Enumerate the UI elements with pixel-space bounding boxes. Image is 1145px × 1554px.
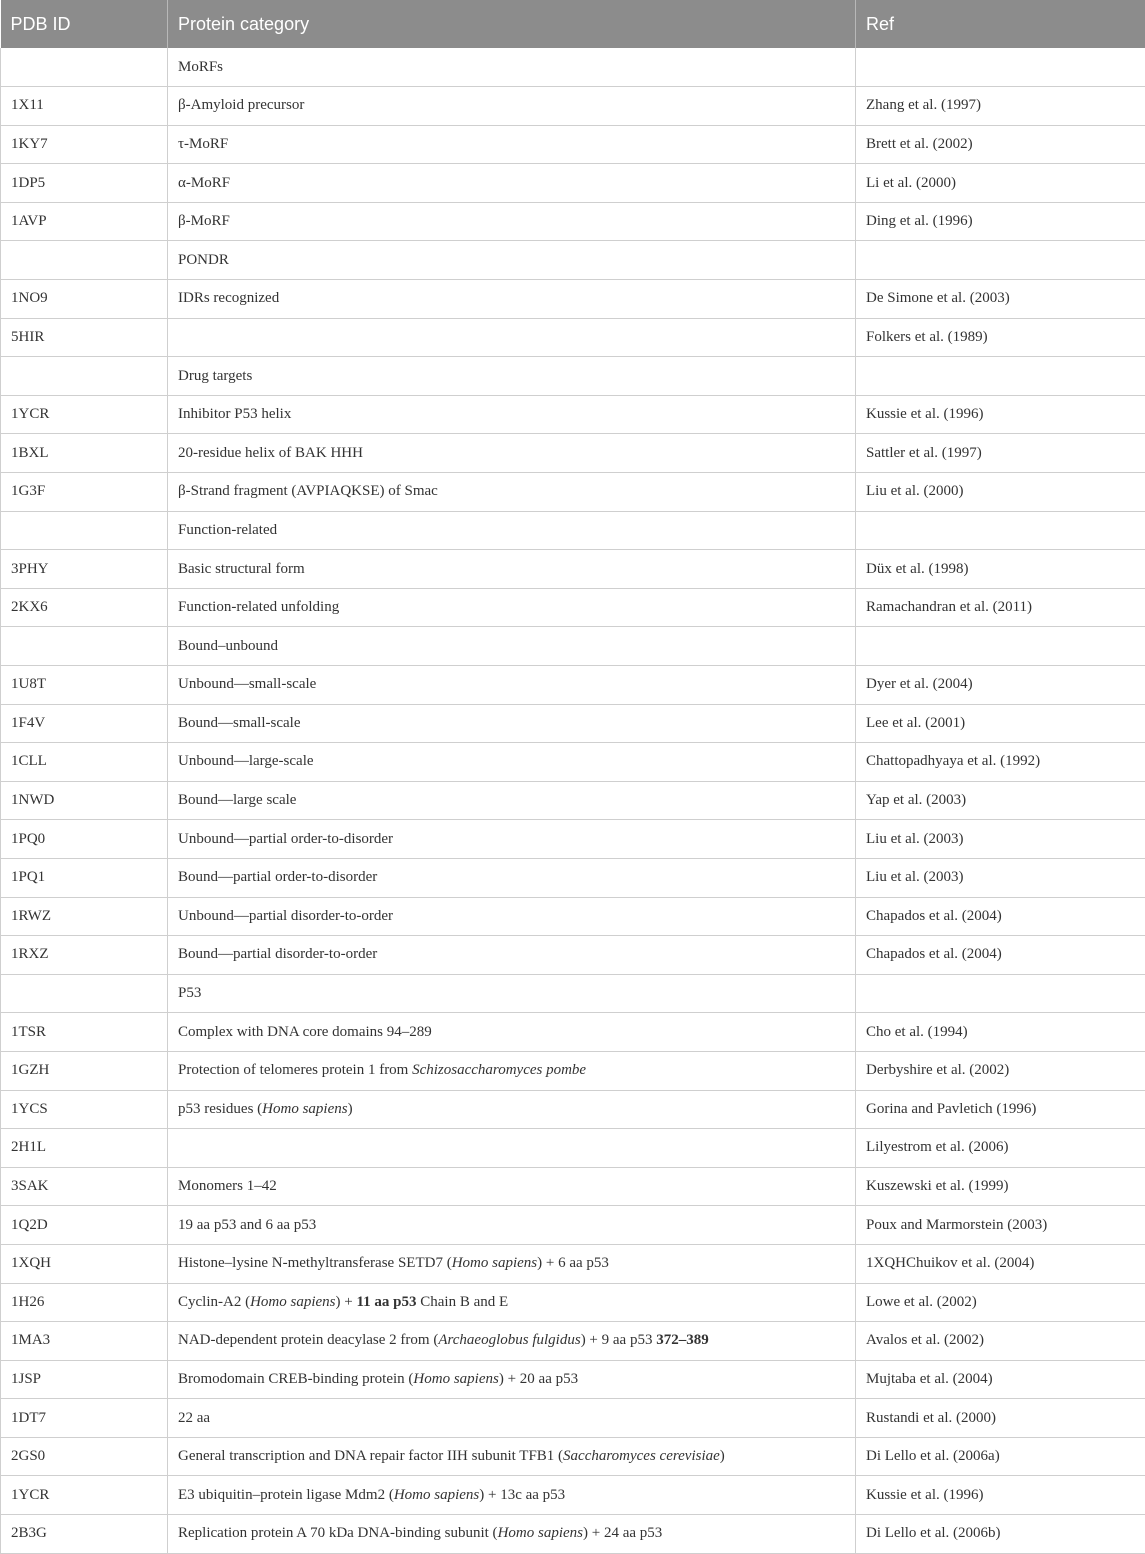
pdb-id-cell: 1DT7 <box>1 1399 168 1438</box>
pdb-id-cell: 1YCS <box>1 1090 168 1129</box>
protein-category-cell <box>168 858 856 897</box>
table-row <box>1 1476 1145 1515</box>
category-text: Function-related <box>178 522 277 538</box>
category-text: Homo sapiens <box>262 1101 347 1117</box>
category-text: Bound–unbound <box>178 638 278 654</box>
pdb-id-cell: 1TSR <box>1 1013 168 1052</box>
ref-cell: Ramachandran et al. (2011) <box>856 588 1145 627</box>
protein-category-cell <box>168 164 856 203</box>
category-text: Bromodomain CREB-binding protein ( <box>178 1371 413 1387</box>
category-text: Inhibitor P53 helix <box>178 406 291 422</box>
category-text: Homo sapiens <box>498 1525 583 1541</box>
pdb-id-cell <box>1 974 168 1013</box>
protein-category-cell <box>168 357 856 396</box>
protein-category-cell <box>168 1167 856 1206</box>
protein-category-cell <box>168 280 856 319</box>
header-protein-category: Protein category <box>168 0 856 48</box>
category-text: 11 aa p53 <box>356 1294 416 1310</box>
protein-category-cell <box>168 1476 856 1515</box>
table-row <box>1 280 1145 319</box>
ref-cell: De Simone et al. (2003) <box>856 280 1145 319</box>
category-text: τ-MoRF <box>178 136 228 152</box>
protein-category-cell <box>168 550 856 589</box>
category-text: Unbound—partial disorder-to-order <box>178 908 393 924</box>
protein-category-cell <box>168 1244 856 1283</box>
protein-category-cell <box>168 897 856 936</box>
table-row <box>1 434 1145 473</box>
ref-cell: Yap et al. (2003) <box>856 781 1145 820</box>
pdb-id-cell: 1F4V <box>1 704 168 743</box>
ref-cell: Mujtaba et al. (2004) <box>856 1360 1145 1399</box>
pdb-id-cell: 2GS0 <box>1 1437 168 1476</box>
section-row <box>1 627 1145 666</box>
table-row <box>1 202 1145 241</box>
pdb-id-cell: 1RXZ <box>1 936 168 975</box>
ref-cell: Brett et al. (2002) <box>856 125 1145 164</box>
ref-cell: Lilyestrom et al. (2006) <box>856 1129 1145 1168</box>
ref-cell: Dyer et al. (2004) <box>856 666 1145 705</box>
ref-cell: Chattopadhyaya et al. (1992) <box>856 743 1145 782</box>
table-row <box>1 897 1145 936</box>
table-row <box>1 1206 1145 1245</box>
category-text: General transcription and DNA repair factor IIH subunit TFB1 ( <box>178 1448 563 1464</box>
protein-category-cell <box>168 704 856 743</box>
table-row <box>1 1051 1145 1090</box>
ref-cell: Zhang et al. (1997) <box>856 87 1145 126</box>
ref-cell <box>856 241 1145 280</box>
ref-cell: Chapados et al. (2004) <box>856 897 1145 936</box>
ref-cell: Liu et al. (2003) <box>856 820 1145 859</box>
table-row <box>1 318 1145 357</box>
protein-category-cell <box>168 820 856 859</box>
category-text: Homo sapiens <box>394 1487 479 1503</box>
ref-cell: Folkers et al. (1989) <box>856 318 1145 357</box>
category-text: Monomers 1–42 <box>178 1178 277 1194</box>
protein-category-cell <box>168 743 856 782</box>
pdb-id-cell: 1G3F <box>1 473 168 512</box>
category-text: ) + 24 aa p53 <box>583 1525 662 1541</box>
protein-category-cell <box>168 473 856 512</box>
ref-cell <box>856 511 1145 550</box>
ref-cell: Di Lello et al. (2006a) <box>856 1437 1145 1476</box>
category-text: Schizosaccharomyces pombe <box>412 1062 586 1078</box>
pdb-id-cell: 2H1L <box>1 1129 168 1168</box>
protein-category-cell <box>168 241 856 280</box>
table-row <box>1 473 1145 512</box>
table-row <box>1 395 1145 434</box>
category-text: P53 <box>178 985 201 1001</box>
ref-cell: Kuszewski et al. (1999) <box>856 1167 1145 1206</box>
category-text: E3 ubiquitin–protein ligase Mdm2 ( <box>178 1487 394 1503</box>
category-text: Drug targets <box>178 368 252 384</box>
ref-cell: Düx et al. (1998) <box>856 550 1145 589</box>
category-text: Saccharomyces cerevisiae <box>563 1448 720 1464</box>
ref-cell <box>856 974 1145 1013</box>
pdb-id-cell <box>1 627 168 666</box>
ref-cell: Rustandi et al. (2000) <box>856 1399 1145 1438</box>
pdb-id-cell: 1BXL <box>1 434 168 473</box>
protein-category-cell <box>168 1206 856 1245</box>
category-text: PONDR <box>178 252 229 268</box>
protein-category-cell <box>168 1515 856 1554</box>
header-row <box>1 0 1145 48</box>
category-text: ) + 6 aa p53 <box>537 1255 609 1271</box>
pdb-id-cell: 1U8T <box>1 666 168 705</box>
category-text: Unbound—partial order-to-disorder <box>178 831 393 847</box>
protein-category-cell <box>168 627 856 666</box>
category-text: Archaeoglobus fulgidus <box>438 1332 580 1348</box>
protein-category-cell <box>168 511 856 550</box>
category-text: 22 aa <box>178 1410 210 1426</box>
protein-category-cell <box>168 1013 856 1052</box>
section-row <box>1 974 1145 1013</box>
table-row <box>1 588 1145 627</box>
table-row <box>1 1090 1145 1129</box>
section-row <box>1 511 1145 550</box>
category-text: ) <box>720 1448 725 1464</box>
pdb-id-cell: 1XQH <box>1 1244 168 1283</box>
protein-category-cell <box>168 666 856 705</box>
category-text: Homo sapiens <box>413 1371 498 1387</box>
category-text: Bound—partial disorder-to-order <box>178 946 377 962</box>
table-row <box>1 1437 1145 1476</box>
category-text: ) + 9 aa p53 <box>581 1332 657 1348</box>
ref-cell: Liu et al. (2000) <box>856 473 1145 512</box>
pdb-id-cell: 1X11 <box>1 87 168 126</box>
ref-cell: Li et al. (2000) <box>856 164 1145 203</box>
ref-cell: Kussie et al. (1996) <box>856 1476 1145 1515</box>
table-row <box>1 125 1145 164</box>
pdb-id-cell: 1NO9 <box>1 280 168 319</box>
protein-category-cell <box>168 781 856 820</box>
protein-category-cell <box>168 202 856 241</box>
protein-category-cell <box>168 1090 856 1129</box>
category-text: Replication protein A 70 kDa DNA-binding subunit ( <box>178 1525 498 1541</box>
ref-cell: Poux and Marmorstein (2003) <box>856 1206 1145 1245</box>
pdb-id-cell: 1JSP <box>1 1360 168 1399</box>
pdb-id-cell: 1PQ1 <box>1 858 168 897</box>
protein-category-cell <box>168 395 856 434</box>
table-row <box>1 1283 1145 1322</box>
pdb-id-cell <box>1 48 168 87</box>
category-text: IDRs recognized <box>178 290 279 306</box>
section-row <box>1 48 1145 87</box>
category-text: Chain B and E <box>416 1294 508 1310</box>
table-row <box>1 1167 1145 1206</box>
table-row <box>1 936 1145 975</box>
pdb-id-cell: 2KX6 <box>1 588 168 627</box>
pdb-id-cell: 1CLL <box>1 743 168 782</box>
category-text: Homo sapiens <box>452 1255 537 1271</box>
pdb-id-cell: 3SAK <box>1 1167 168 1206</box>
ref-cell: Lee et al. (2001) <box>856 704 1145 743</box>
pdb-id-cell: 1PQ0 <box>1 820 168 859</box>
section-row <box>1 241 1145 280</box>
category-text: ) + <box>336 1294 357 1310</box>
pdb-id-cell: 1GZH <box>1 1051 168 1090</box>
ref-cell: Cho et al. (1994) <box>856 1013 1145 1052</box>
table-row <box>1 781 1145 820</box>
pdb-id-cell: 1H26 <box>1 1283 168 1322</box>
pdb-id-cell: 1YCR <box>1 395 168 434</box>
ref-cell: Avalos et al. (2002) <box>856 1322 1145 1361</box>
protein-category-cell <box>168 974 856 1013</box>
protein-category-cell <box>168 1322 856 1361</box>
category-text: NAD-dependent protein deacylase 2 from ( <box>178 1332 438 1348</box>
protein-category-cell <box>168 1129 856 1168</box>
table-row <box>1 1322 1145 1361</box>
protein-category-cell <box>168 1437 856 1476</box>
category-text: ) <box>348 1101 353 1117</box>
ref-cell: Chapados et al. (2004) <box>856 936 1145 975</box>
protein-category-cell <box>168 87 856 126</box>
table-row <box>1 1013 1145 1052</box>
ref-cell: Liu et al. (2003) <box>856 858 1145 897</box>
pdb-id-cell: 1RWZ <box>1 897 168 936</box>
table-row <box>1 743 1145 782</box>
pdb-id-cell: 2B3G <box>1 1515 168 1554</box>
pdb-id-cell <box>1 241 168 280</box>
category-text: β-Amyloid precursor <box>178 97 304 113</box>
pdb-id-cell: 1Q2D <box>1 1206 168 1245</box>
table-row <box>1 704 1145 743</box>
table-row <box>1 1360 1145 1399</box>
protein-category-cell <box>168 1399 856 1438</box>
table-row <box>1 666 1145 705</box>
table-row <box>1 858 1145 897</box>
table-row <box>1 1129 1145 1168</box>
category-text: p53 residues ( <box>178 1101 262 1117</box>
pdb-id-cell: 3PHY <box>1 550 168 589</box>
category-text: Function-related unfolding <box>178 599 339 615</box>
ref-cell: Kussie et al. (1996) <box>856 395 1145 434</box>
protein-category-cell <box>168 1283 856 1322</box>
ref-cell: Di Lello et al. (2006b) <box>856 1515 1145 1554</box>
ref-cell <box>856 627 1145 666</box>
category-text: α-MoRF <box>178 175 230 191</box>
table-row <box>1 1399 1145 1438</box>
pdb-id-cell: 1KY7 <box>1 125 168 164</box>
table-row <box>1 820 1145 859</box>
category-text: β-Strand fragment (AVPIAQKSE) of Smac <box>178 483 438 499</box>
pdb-id-cell: 5HIR <box>1 318 168 357</box>
header-pdb-id: PDB ID <box>1 0 168 48</box>
category-text: MoRFs <box>178 59 223 75</box>
header-ref: Ref <box>856 0 1145 48</box>
category-text: 372–389 <box>656 1332 709 1348</box>
ref-cell: Ding et al. (1996) <box>856 202 1145 241</box>
section-row <box>1 357 1145 396</box>
protein-category-cell <box>168 936 856 975</box>
table-row <box>1 1515 1145 1554</box>
table-body <box>1 48 1145 1553</box>
ref-cell: 1XQHChuikov et al. (2004) <box>856 1244 1145 1283</box>
protein-category-cell <box>168 48 856 87</box>
ref-cell: Gorina and Pavletich (1996) <box>856 1090 1145 1129</box>
pdb-id-cell <box>1 511 168 550</box>
ref-cell: Derbyshire et al. (2002) <box>856 1051 1145 1090</box>
pdb-id-cell <box>1 357 168 396</box>
protein-category-cell <box>168 434 856 473</box>
table-row <box>1 87 1145 126</box>
protein-category-cell <box>168 125 856 164</box>
category-text: Histone–lysine N-methyltransferase SETD7 ( <box>178 1255 452 1271</box>
category-text: Complex with DNA core domains 94–289 <box>178 1024 432 1040</box>
protein-category-cell <box>168 1360 856 1399</box>
category-text: Protection of telomeres protein 1 from <box>178 1062 412 1078</box>
ref-cell <box>856 357 1145 396</box>
table-header <box>1 0 1145 48</box>
pdb-id-cell: 1AVP <box>1 202 168 241</box>
category-text: ) + 20 aa p53 <box>499 1371 578 1387</box>
category-text: β-MoRF <box>178 213 230 229</box>
category-text: Bound—large scale <box>178 792 296 808</box>
table-row <box>1 164 1145 203</box>
category-text: Unbound—large-scale <box>178 753 314 769</box>
ref-cell: Lowe et al. (2002) <box>856 1283 1145 1322</box>
pdb-id-cell: 1DP5 <box>1 164 168 203</box>
pdb-id-cell: 1MA3 <box>1 1322 168 1361</box>
category-text: ) + 13c aa p53 <box>479 1487 565 1503</box>
ref-cell <box>856 48 1145 87</box>
category-text: Bound—small-scale <box>178 715 300 731</box>
category-text: Homo sapiens <box>250 1294 335 1310</box>
category-text: Cyclin-A2 ( <box>178 1294 250 1310</box>
category-text: 19 aa p53 and 6 aa p53 <box>178 1217 316 1233</box>
protein-category-cell <box>168 1051 856 1090</box>
protein-category-cell <box>168 588 856 627</box>
category-text: Bound—partial order-to-disorder <box>178 869 377 885</box>
table-row <box>1 550 1145 589</box>
pdb-id-cell: 1NWD <box>1 781 168 820</box>
pdb-id-cell: 1YCR <box>1 1476 168 1515</box>
category-text: Unbound—small-scale <box>178 676 316 692</box>
protein-category-cell <box>168 318 856 357</box>
table-row <box>1 1244 1145 1283</box>
ref-cell: Sattler et al. (1997) <box>856 434 1145 473</box>
category-text: Basic structural form <box>178 561 305 577</box>
category-text: 20-residue helix of BAK HHH <box>178 445 363 461</box>
